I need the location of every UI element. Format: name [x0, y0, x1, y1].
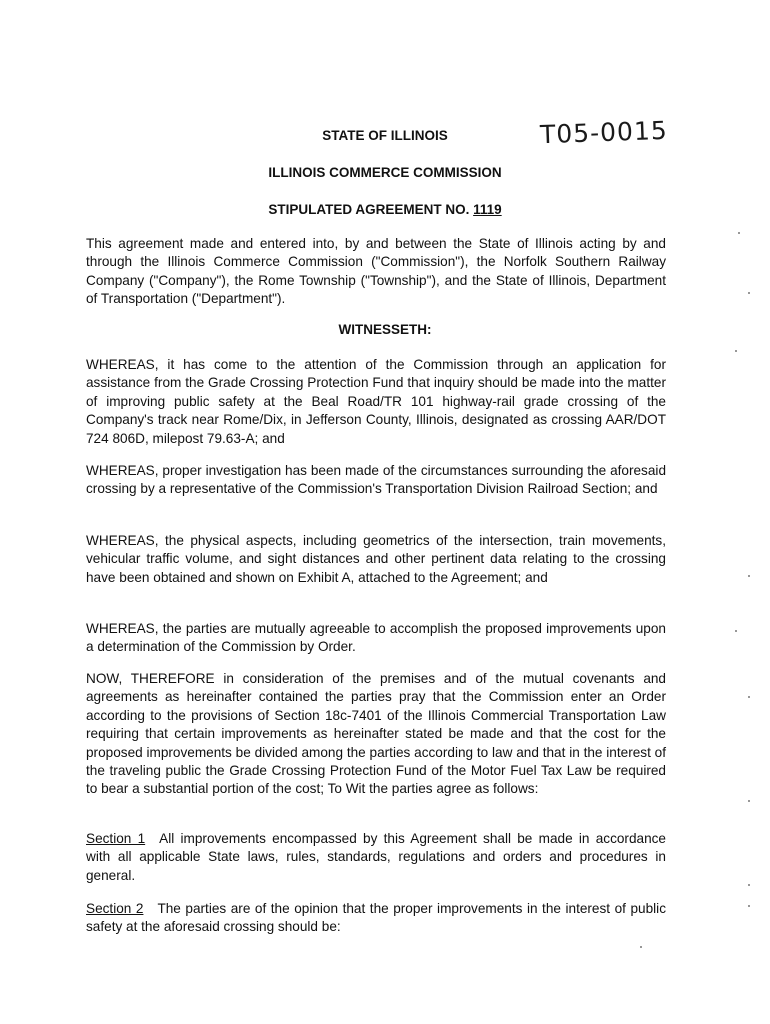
whereas-paragraph-1: WHEREAS, it has come to the attention of the Commission through an application for assistance from the Grade Crossing Protection Fund that inquiry should be made into the matter of improving public safety at the Beal Road/TR 101 highway-rail grade crossing of the Company's track near Rome/Dix, in Jefferson County, Illinois, designated as crossing AAR/DOT 724 806D, milepost 79.63-A; and	[86, 357, 666, 446]
section-2-label: Section 2	[86, 901, 144, 916]
now-therefore-paragraph: NOW, THEREFORE in consideration of the premises and of the mutual covenants and agreements as hereinafter contained the parties pray that the Commission enter an Order according to the provisions of Section 18c-7401 of the Illinois Commercial Transportation Law requiring that certain improvements as hereinafter stated be made and that the cost for the proposed improvements be divided among the parties according to law and that in the interest of the traveling public the Grade Crossing Protection Fund of the Motor Fuel Tax Law be required to bear a substantial portion of the cost; To Wit the parties agree as follows:	[86, 671, 666, 797]
header-state: STATE OF ILLINOIS	[322, 128, 448, 143]
scan-speck	[748, 575, 750, 577]
section-2-paragraph	[86, 900, 666, 937]
scan-speck	[748, 905, 750, 907]
scan-speck	[748, 800, 750, 802]
whereas-paragraph-4: WHEREAS, the parties are mutually agreeable to accomplish the proposed improvements upon a determination of the Commission by Order.	[86, 621, 666, 655]
header-commission: ILLINOIS COMMERCE COMMISSION	[268, 165, 502, 180]
section-1-text: All improvements encompassed by this Agreement shall be made in accordance with all applicable State laws, rules, standards, regulations and orders and procedures in general.	[86, 831, 666, 883]
section-1-paragraph	[86, 830, 666, 885]
intro-paragraph: This agreement made and entered into, by and between the State of Illinois acting by and through the Illinois Commerce Commission ("Commission"), the Norfolk Southern Railway Company ("Company"), the Rome Township ("Township"), and the State of Illinois, Department of Transportation ("Department").	[86, 236, 666, 307]
scan-speck	[735, 350, 737, 352]
agreement-prefix: STIPULATED AGREEMENT NO.	[268, 202, 474, 217]
handwritten-docket-number: T05-0015	[539, 115, 669, 150]
section-2-text: The parties are of the opinion that the proper improvements in the interest of public safety at the aforesaid crossing should be:	[86, 901, 666, 935]
header-agreement	[0, 202, 770, 217]
scan-speck	[748, 696, 750, 698]
scan-speck	[748, 292, 750, 294]
section-1-label: Section 1	[86, 831, 146, 846]
scan-speck	[735, 630, 737, 632]
agreement-number: 1119	[473, 202, 502, 217]
scan-speck	[748, 884, 750, 886]
whereas-paragraph-3: WHEREAS, the physical aspects, including geometrics of the intersection, train movements, vehicular traffic volume, and sight distances and other pertinent data relating to the crossing have been obtained and shown on Exhibit A, attached to the Agreement; and	[86, 533, 666, 585]
scan-speck	[640, 946, 642, 948]
scan-speck	[738, 232, 740, 234]
whereas-paragraph-2: WHEREAS, proper investigation has been made of the circumstances surrounding the aforesaid crossing by a representative of the Commission's Transportation Division Railroad Section; and	[86, 463, 666, 497]
witnesseth-heading: WITNESSETH:	[338, 322, 432, 337]
